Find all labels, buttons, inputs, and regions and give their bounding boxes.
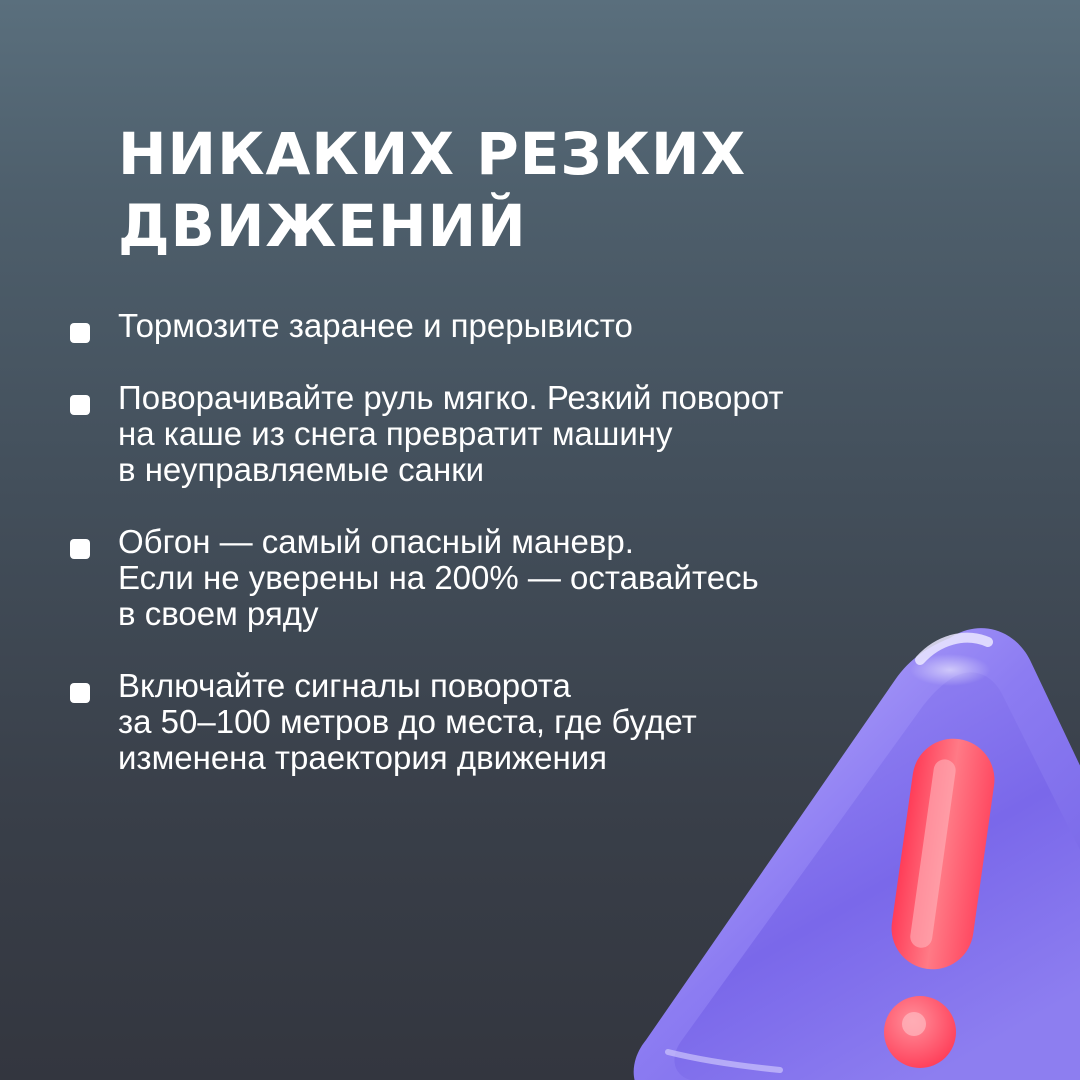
page-title [118,118,746,262]
bullet-square-icon [70,683,90,703]
list-item [70,308,930,344]
warning-triangle-icon [620,600,1080,1080]
list-item-text: изменена траектория движения [118,739,608,776]
list-item-text: в неуправляемые санки [118,451,485,488]
title-line-2: ДВИЖЕНИЙ [118,192,527,260]
list-item [70,380,930,488]
list-item-text: Обгон — самый опасный маневр. [118,523,634,560]
bullet-square-icon [70,395,90,415]
list-item-text: Включайте сигналы поворота [118,667,571,704]
list-item-text: Тормозите заранее и прерывисто [118,307,633,344]
list-item-text: за 50–100 метров до места, где будет [118,703,697,740]
list-item-text: Поворачивайте руль мягко. Резкий поворот [118,379,784,416]
list-item-text: в своем ряду [118,595,319,632]
title-line-1: НИКАКИХ РЕЗКИХ [118,120,747,188]
bullet-square-icon [70,539,90,559]
bullet-square-icon [70,323,90,343]
list-item-text: на каше из снега превратит машину [118,415,673,452]
list-item-text: Если не уверены на 200% — оставайтесь [118,559,759,596]
